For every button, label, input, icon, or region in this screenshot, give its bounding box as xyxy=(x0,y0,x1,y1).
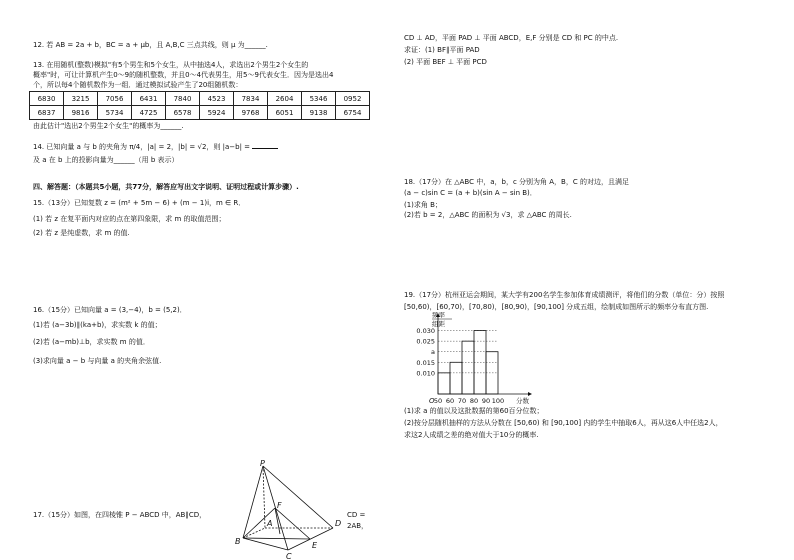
q17-cont1: CD ⊥ AD，平面 PAD ⊥ 平面 ABCD，E,F 分别是 CD 和 PC 的中点. xyxy=(404,34,619,42)
q17-tail: CD = 2AB， xyxy=(347,511,369,530)
table-cell: 6837 xyxy=(30,106,64,120)
y-tick-label: 0.010 xyxy=(416,369,435,378)
pyramid-figure xyxy=(233,458,349,560)
q16-part1: (1)若 (a−3b)∥(ka+b)，求实数 k 的值； xyxy=(33,321,162,329)
q19-part3: 求这2人成绩之差的绝对值大于10分的概率. xyxy=(404,431,539,439)
q15-stem: 15.（13分）已知复数 z = (m² + 5m − 6) + (m − 1)i，m ∈ R． xyxy=(33,199,246,207)
q13-after: 由此估计"选出2个男生2个女生"的概率为______. xyxy=(33,122,184,130)
table-cell: 0952 xyxy=(336,92,370,106)
x-arrow xyxy=(528,392,532,396)
table-cell: 6431 xyxy=(132,92,166,106)
y-tick-label: 0.030 xyxy=(416,327,435,336)
label-A: A xyxy=(267,519,273,528)
label-C: C xyxy=(286,552,292,560)
x-tick-label: 60 xyxy=(445,397,455,405)
y-tick-label: a xyxy=(431,348,435,357)
table-row xyxy=(30,92,370,106)
q13-line2: 概率"时，可让计算机产生0～9的随机整数，并且0～4代表男生，用5～9代表女生．因为是选出4 xyxy=(33,71,334,79)
table-cell: 3215 xyxy=(64,92,98,106)
q18-part1: (1)求角 B； xyxy=(404,201,442,209)
x-tick-label: 100 xyxy=(491,397,505,405)
table-cell: 5734 xyxy=(98,106,132,120)
table-cell: 6830 xyxy=(30,92,64,106)
q18-part2: (2)若 b = 2，△ABC 的面积为 √3，求 △ABC 的周长. xyxy=(404,211,572,219)
y-axis-label: 频率 xyxy=(432,312,445,319)
q19-line1: 19.（17分）杭州亚运会期间，某大学有200名学生参加体育成绩测评，将他们的分数（单位：分）按照 xyxy=(404,291,725,299)
q12-text: 12. 若 AB = 2a + b，BC = a + μb，且 A,B,C 三点共线，则 μ 为______. xyxy=(33,41,268,49)
table-cell: 9138 xyxy=(302,106,336,120)
x-axis-label: 分数 xyxy=(516,397,529,405)
section4-heading: 四、解答题：（本题共5小题，共77分，解答应写出文字说明、证明过程或计算步骤）. xyxy=(33,183,299,191)
label-B: B xyxy=(235,537,241,546)
x-tick-label: 50 xyxy=(433,397,443,405)
q16-part2: (2)若 (a−mb)⊥b，求实数 m 的值． xyxy=(33,338,150,346)
label-P: P xyxy=(260,459,265,468)
q14-line2: 及 a 在 b 上的投影向量为______（用 b 表示） xyxy=(33,156,179,164)
q16-part3: (3)求向量 a − b 与向量 a 的夹角余弦值. xyxy=(33,357,162,365)
q19-part1: (1)求 a 的值以及这批数据的第60百分位数； xyxy=(404,407,544,415)
q19-part2: (2)按分层随机抽样的方法从分数在 [50,60) 和 [90,100] 内的学生中抽取6人，再从这6人中任选2人， xyxy=(404,419,723,427)
histogram-bar xyxy=(450,362,462,394)
q13-line1: 13. 在用随机(整数)模拟"有5个男生和5个女生，从中抽选4人，求选出2个男生2个女生的 xyxy=(33,61,309,69)
table-cell: 4725 xyxy=(132,106,166,120)
x-tick-label: 80 xyxy=(469,397,479,405)
x-tick-label: 90 xyxy=(481,397,491,405)
label-E: E xyxy=(312,541,318,550)
y-tick-label: 0.015 xyxy=(416,358,435,367)
q17-stem: 17.（15分）如图，在四棱锥 P − ABCD 中，AB∥CD， xyxy=(33,511,207,519)
table-cell: 7840 xyxy=(166,92,200,106)
table-cell: 5346 xyxy=(302,92,336,106)
q18-eq: (a − c)sin C = (a + b)(sin A − sin B)． xyxy=(404,189,537,197)
q15-part2: (2) 若 z 是纯虚数，求 m 的值. xyxy=(33,229,130,237)
table-cell: 6051 xyxy=(268,106,302,120)
frequency-histogram xyxy=(404,312,574,406)
table-cell: 9768 xyxy=(234,106,268,120)
q17-cont2: 求证：(1) BF∥平面 PAD xyxy=(404,46,480,54)
q17-cont3: (2) 平面 BEF ⊥ 平面 PCD xyxy=(404,58,487,66)
histogram-bar xyxy=(438,373,450,394)
histogram-bar xyxy=(462,341,474,394)
q14-line1: 14. 已知向量 a 与 b 的夹角为 π/4，|a| = 2，|b| = √2，则 |a−b| = xyxy=(33,141,278,153)
table-cell: 6578 xyxy=(166,106,200,120)
table-cell: 4523 xyxy=(200,92,234,106)
table-row xyxy=(30,106,370,120)
q16-stem: 16.（15分）已知向量 a = (3,−4)，b = (5,2)． xyxy=(33,306,187,314)
table-cell: 7056 xyxy=(98,92,132,106)
x-tick-label: 70 xyxy=(457,397,467,405)
y-tick-label: 0.025 xyxy=(416,337,435,346)
q19-line2: [50,60)，[60,70)，[70,80)，[80,90)，[90,100] 分成五组，绘制成如图所示的频率分布直方图. xyxy=(404,303,709,311)
y-axis-label-denominator: 组距 xyxy=(432,320,445,328)
q13-line3: 个，所以每4个随机数作为一组．通过模拟试验产生了20组随机数： xyxy=(33,81,243,89)
table-cell: 2604 xyxy=(268,92,302,106)
table-cell: 7834 xyxy=(234,92,268,106)
label-F: F xyxy=(277,501,282,510)
table-cell: 9816 xyxy=(64,106,98,120)
origin-label: O xyxy=(429,397,435,405)
random-number-table xyxy=(29,91,370,120)
label-D: D xyxy=(335,519,342,528)
q15-part1: (1) 若 z 在复平面内对应的点在第四象限，求 m 的取值范围； xyxy=(33,215,226,223)
q18-stem: 18.（17分）在 △ABC 中，a，b，c 分别为角 A，B，C 的对边，且满足 xyxy=(404,178,629,186)
table-cell: 6754 xyxy=(336,106,370,120)
table-cell: 5924 xyxy=(200,106,234,120)
